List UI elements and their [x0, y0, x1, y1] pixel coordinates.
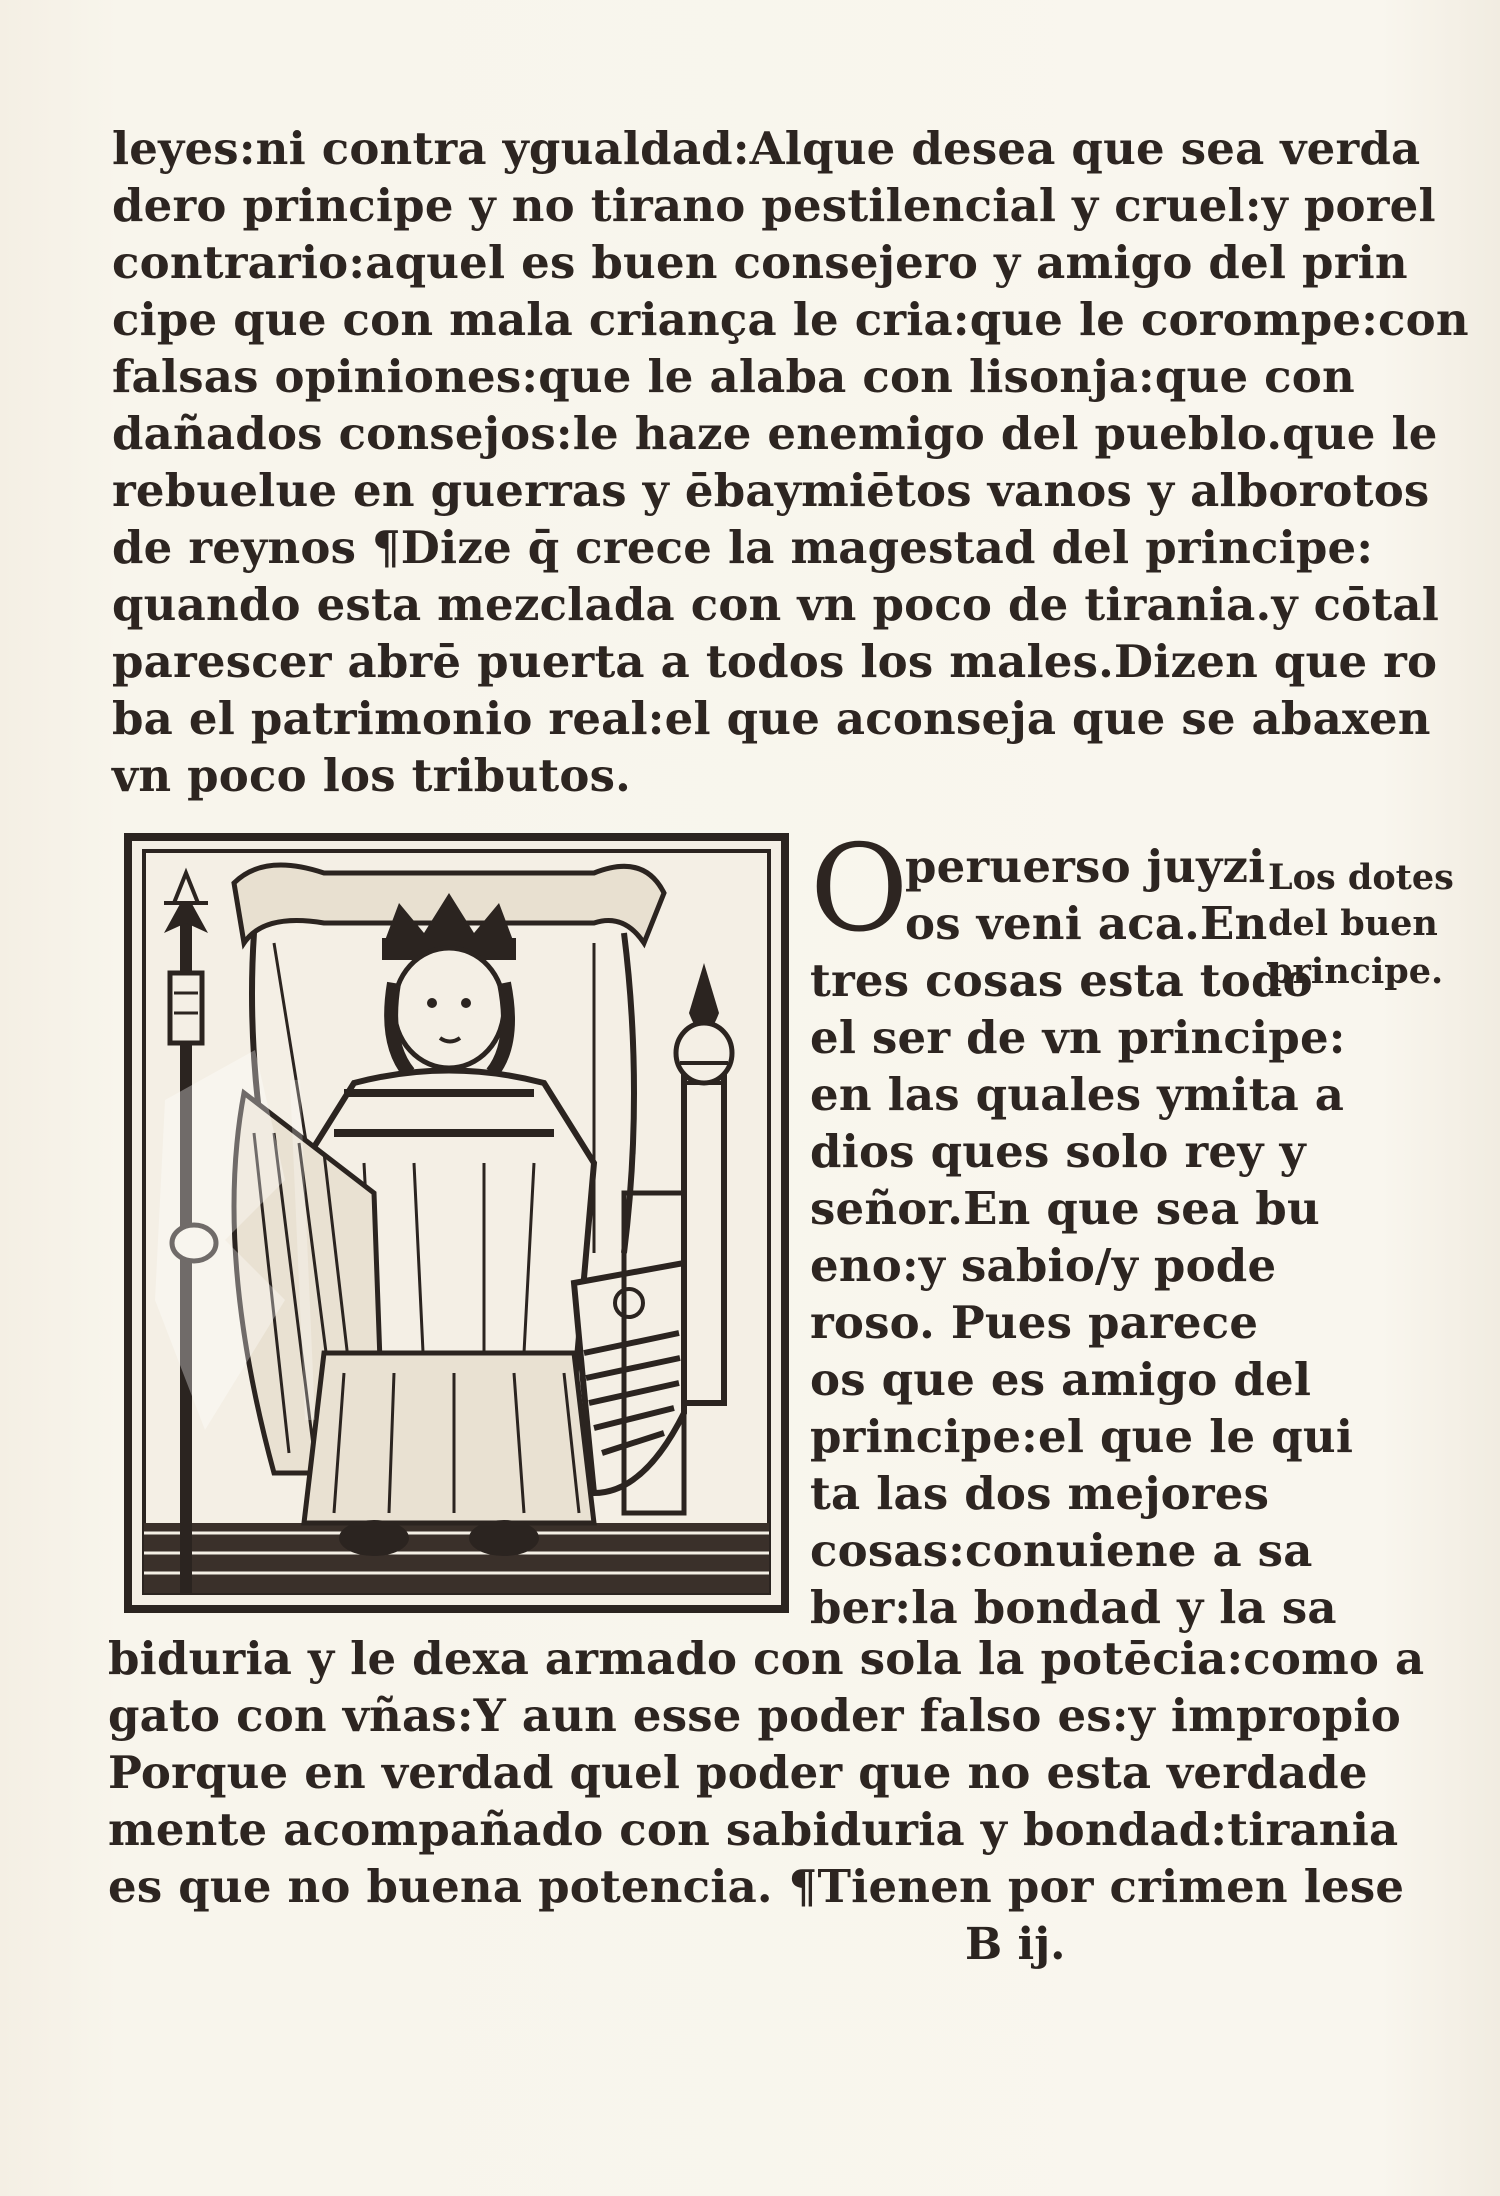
text-line: mente acompañado con sabiduria y bondad:tirania [108, 1803, 1399, 1856]
text-line: quando esta mezclada con vn poco de tirania.y cōtal [112, 578, 1440, 631]
text-line: contrario:aquel es buen consejero y amigo del prin [112, 236, 1408, 289]
text-line: Porque en verdad quel poder que no esta verdade [108, 1746, 1368, 1799]
text-line: falsas opiniones:que le alaba con lisonja:que con [112, 350, 1355, 403]
text-line: eno:y sabio/y pode [810, 1239, 1277, 1292]
text-line: peruerso juyzi [905, 840, 1266, 893]
text-line: ba el patrimonio real:el que aconseja que se abaxen [112, 692, 1431, 745]
text-line: en las quales ymita a [810, 1068, 1345, 1121]
text-line: dero principe y no tirano pestilencial y cruel:y porel [112, 179, 1436, 232]
text-line: os que es amigo del [810, 1353, 1312, 1406]
text-line: rebuelue en guerras y ēbaymiētos vanos y alborotos [112, 464, 1430, 517]
text-line: principe:el que le qui [810, 1410, 1354, 1463]
text-line: parescer abrē puerta a todos los males.Dizen que ro [112, 635, 1438, 688]
text-line: el ser de vn principe: [810, 1011, 1346, 1064]
watermark-logo-icon [135, 1040, 365, 1460]
text-line: ber:la bondad y la sa [810, 1581, 1337, 1634]
margin-note-line: principe. [1268, 951, 1444, 992]
text-line: es que no buena potencia. ¶Tienen por crimen lese [108, 1860, 1405, 1913]
text-line: os veni aca.En [905, 897, 1268, 950]
text-line: señor.En que sea bu [810, 1182, 1320, 1235]
margin-note-line: del buen [1268, 903, 1438, 944]
text-line: leyes:ni contra ygualdad:Alque desea que sea verda [112, 122, 1421, 175]
signature-mark: B ij. [965, 1919, 1066, 1970]
text-line: vn poco los tributos. [112, 749, 631, 802]
margin-note-line: Los dotes [1268, 857, 1454, 898]
text-line: gato con vñas:Y aun esse poder falso es:y impropio [108, 1689, 1401, 1742]
text-line: cosas:conuiene a sa [810, 1524, 1313, 1577]
drop-cap: O [810, 820, 909, 959]
text-line: dios ques solo rey y [810, 1125, 1306, 1178]
text-line: de reynos ¶Dize q̄ crece la magestad del principe: [112, 521, 1374, 574]
text-line: tres cosas esta todo [810, 954, 1313, 1007]
text-line: cipe que con mala criança le cria:que le corompe:con [112, 293, 1469, 346]
text-line: dañados consejos:le haze enemigo del pueblo.que le [112, 407, 1438, 460]
text-line: biduria y le dexa armado con sola la potēcia:como a [108, 1632, 1425, 1685]
text-line: roso. Pues parece [810, 1296, 1259, 1349]
text-line: ta las dos mejores [810, 1467, 1270, 1520]
